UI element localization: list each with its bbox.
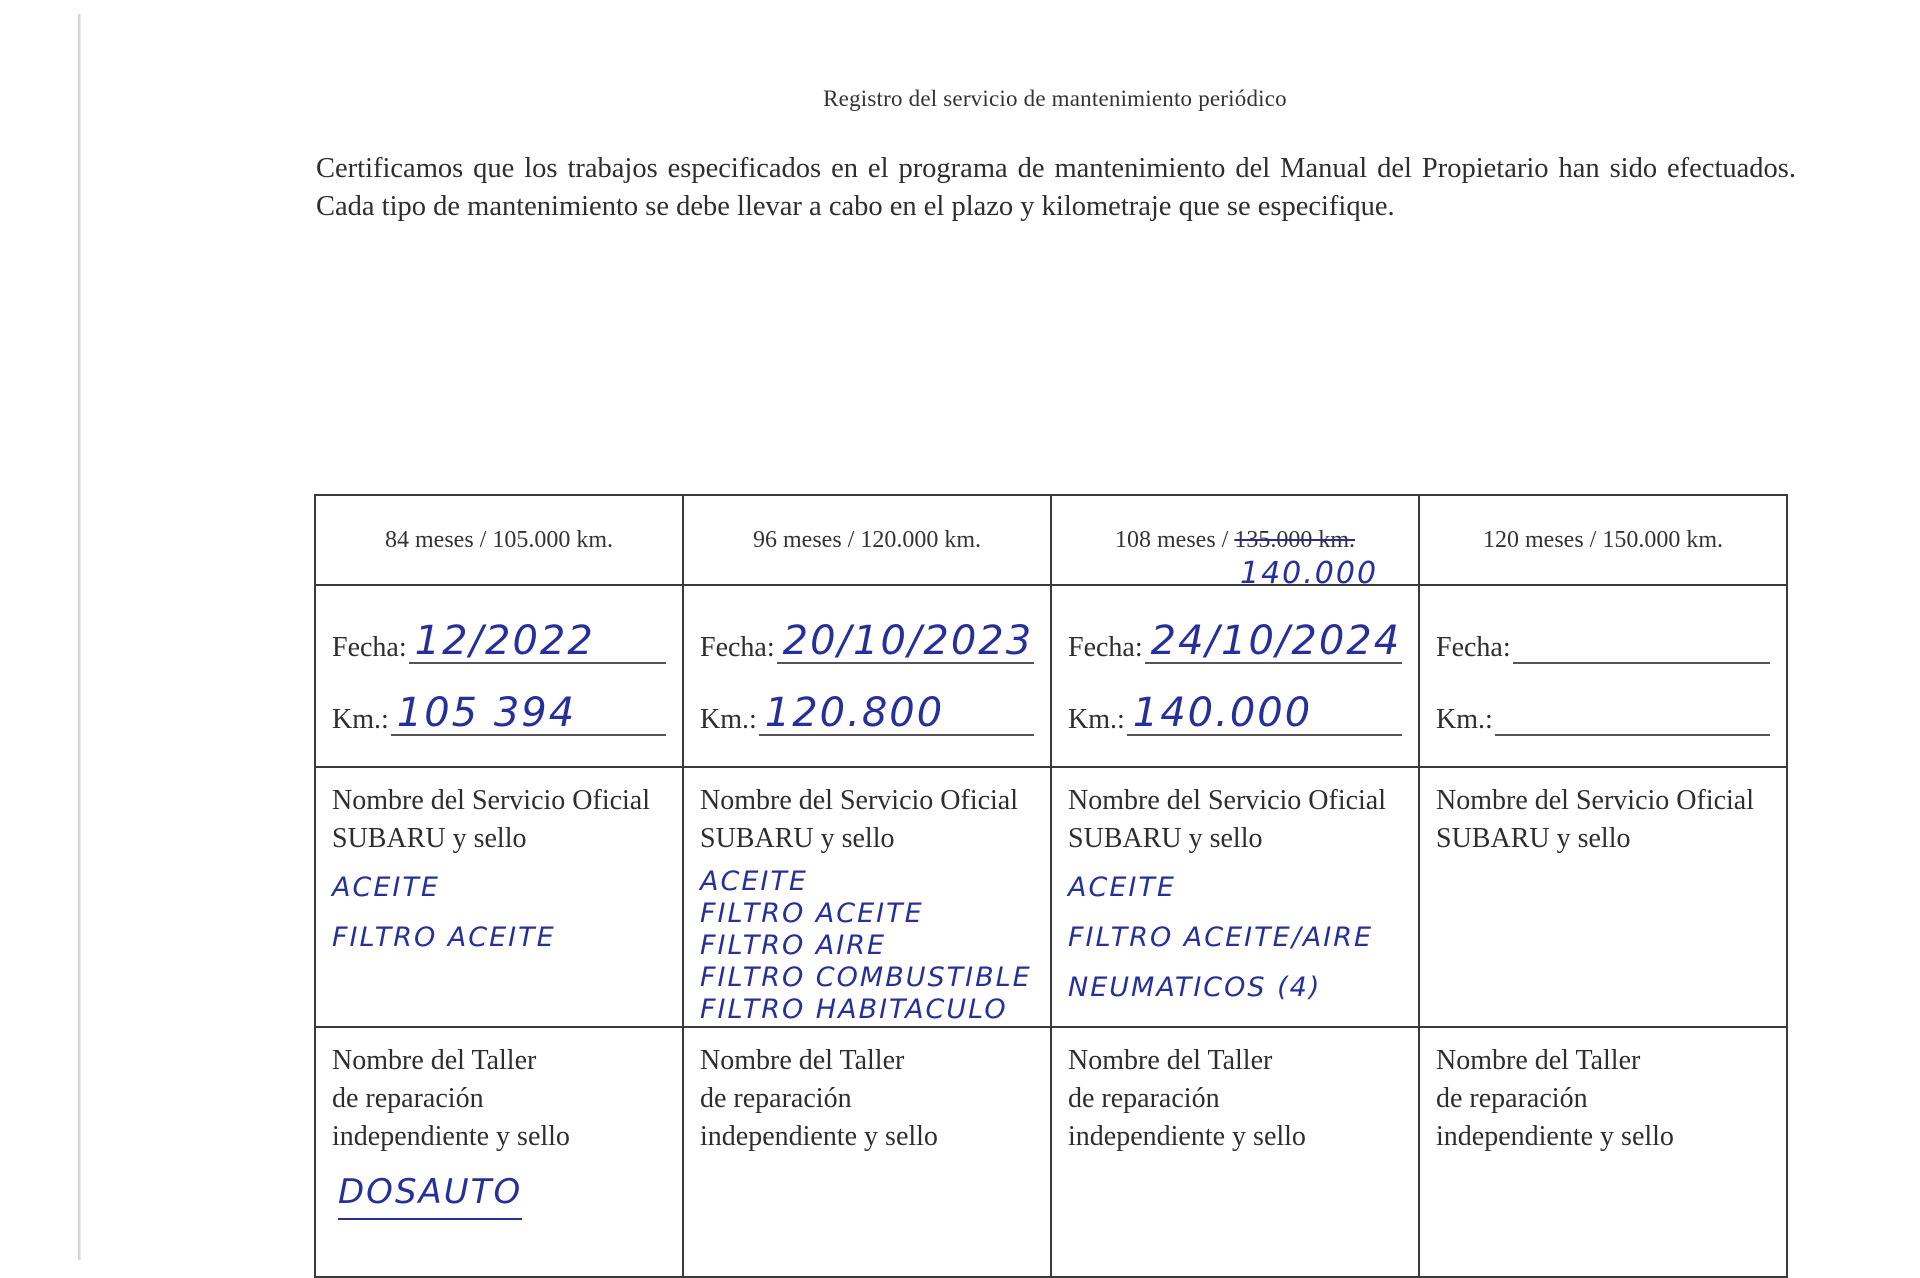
handwritten-taller: DOSAUTO	[338, 1172, 522, 1220]
handwritten-note: FILTRO ACEITE	[700, 898, 924, 929]
handwritten-note: ACEITE	[332, 872, 440, 903]
fecha-line	[409, 618, 666, 664]
taller-label-line: Nombre del Taller	[1068, 1045, 1273, 1076]
taller-label-line: de reparación	[1436, 1083, 1588, 1114]
taller-label	[1436, 1042, 1770, 1156]
interval-header	[1115, 527, 1355, 554]
interval-header: 84 meses / 105.000 km.	[385, 526, 613, 553]
interval-header-struck: 135.000 km.	[1234, 526, 1355, 553]
handwritten-note: ACEITE	[1068, 872, 1176, 903]
handwritten-note: FILTRO ACEITE	[332, 922, 556, 953]
taller-label-line: Nombre del Taller	[332, 1045, 537, 1076]
page-edge	[78, 14, 81, 1260]
service-notes	[700, 866, 1034, 1026]
km-line-empty	[1495, 698, 1770, 736]
taller-label-line: independiente y sello	[1068, 1121, 1306, 1152]
taller-label	[700, 1042, 1034, 1156]
handwritten-fecha: 20/10/2023	[782, 618, 1034, 664]
handwritten-km: 105 394	[396, 690, 577, 736]
document-title: Registro del servicio de mantenimiento periódico	[823, 86, 1287, 111]
km-field	[1436, 698, 1770, 736]
header-cell-84	[315, 495, 683, 585]
handwritten-fecha: 12/2022	[414, 618, 595, 664]
header-cell-96	[683, 495, 1051, 585]
handwritten-km-correction: 140.000	[1240, 556, 1379, 591]
fecha-field	[332, 618, 666, 664]
handwritten-km: 120.800	[764, 690, 945, 736]
date-km-cell	[683, 585, 1051, 767]
taller-label	[1068, 1042, 1402, 1156]
fecha-label: Fecha:	[332, 632, 407, 663]
header-cell-120	[1419, 495, 1787, 585]
maintenance-table	[314, 494, 1788, 1278]
fecha-field	[1436, 626, 1770, 664]
handwritten-fecha: 24/10/2024	[1150, 618, 1402, 664]
fecha-line-empty	[1513, 626, 1770, 664]
service-cell	[315, 767, 683, 1027]
taller-row	[315, 1027, 1787, 1277]
handwritten-note: FILTRO AIRE	[700, 930, 887, 961]
fecha-field	[700, 618, 1034, 664]
taller-label-line: independiente y sello	[332, 1121, 570, 1152]
km-line	[391, 690, 666, 736]
service-label: Nombre del Servicio Oficial SUBARU y sello	[700, 785, 1019, 854]
fecha-field	[1068, 618, 1402, 664]
service-notes	[1068, 866, 1402, 1010]
service-notes	[332, 866, 666, 960]
service-cell	[683, 767, 1051, 1027]
taller-label-line: independiente y sello	[1436, 1121, 1674, 1152]
km-field	[1068, 690, 1402, 736]
date-km-row	[315, 585, 1787, 767]
handwritten-note: FILTRO ACEITE/AIRE	[1068, 922, 1374, 953]
service-label: Nombre del Servicio Oficial SUBARU y sello	[1436, 785, 1755, 854]
km-label: Km.:	[332, 704, 389, 735]
handwritten-km: 140.000	[1132, 690, 1313, 736]
fecha-label: Fecha:	[1436, 632, 1511, 663]
handwritten-note: FILTRO COMBUSTIBLE	[700, 962, 1032, 993]
taller-cell	[1051, 1027, 1419, 1277]
taller-label-line: de reparación	[1068, 1083, 1220, 1114]
km-line	[1127, 690, 1402, 736]
taller-cell	[683, 1027, 1051, 1277]
km-label: Km.:	[700, 704, 757, 735]
km-field	[700, 690, 1034, 736]
service-cell	[1051, 767, 1419, 1027]
fecha-line	[1145, 618, 1402, 664]
handwritten-note: NEUMATICOS (4)	[1068, 972, 1322, 1003]
taller-label-line: de reparación	[332, 1083, 484, 1114]
fecha-label: Fecha:	[1068, 632, 1143, 663]
date-km-cell	[1051, 585, 1419, 767]
taller-label-line: Nombre del Taller	[1436, 1045, 1641, 1076]
interval-header: 120 meses / 150.000 km.	[1483, 526, 1723, 553]
service-cell	[1419, 767, 1787, 1027]
interval-header: 96 meses / 120.000 km.	[753, 526, 981, 553]
taller-label-line: de reparación	[700, 1083, 852, 1114]
service-label: Nombre del Servicio Oficial SUBARU y sello	[332, 785, 651, 854]
interval-header-prefix: 108 meses /	[1115, 526, 1235, 553]
handwritten-note: ACEITE	[700, 866, 808, 897]
header-row	[315, 495, 1787, 585]
taller-cell	[1419, 1027, 1787, 1277]
km-label: Km.:	[1068, 704, 1125, 735]
km-label: Km.:	[1436, 704, 1493, 735]
date-km-cell	[1419, 585, 1787, 767]
taller-label-line: independiente y sello	[700, 1121, 938, 1152]
taller-label	[332, 1042, 666, 1156]
fecha-label: Fecha:	[700, 632, 775, 663]
date-km-cell	[315, 585, 683, 767]
taller-cell	[315, 1027, 683, 1277]
km-line	[759, 690, 1034, 736]
km-field	[332, 690, 666, 736]
service-label: Nombre del Servicio Oficial SUBARU y sello	[1068, 785, 1387, 854]
header-cell-108	[1051, 495, 1419, 591]
intro-paragraph: Certificamos que los trabajos especificados en el programa de mantenimiento del Manual del Propietario han sido efectuados. Cada tipo de mantenimiento se debe llevar a cabo en el plazo y kilometraje que se especifique.	[316, 153, 1796, 222]
service-row	[315, 767, 1787, 1027]
fecha-line	[777, 618, 1034, 664]
handwritten-note: FILTRO HABITACULO	[700, 994, 1008, 1025]
taller-label-line: Nombre del Taller	[700, 1045, 905, 1076]
